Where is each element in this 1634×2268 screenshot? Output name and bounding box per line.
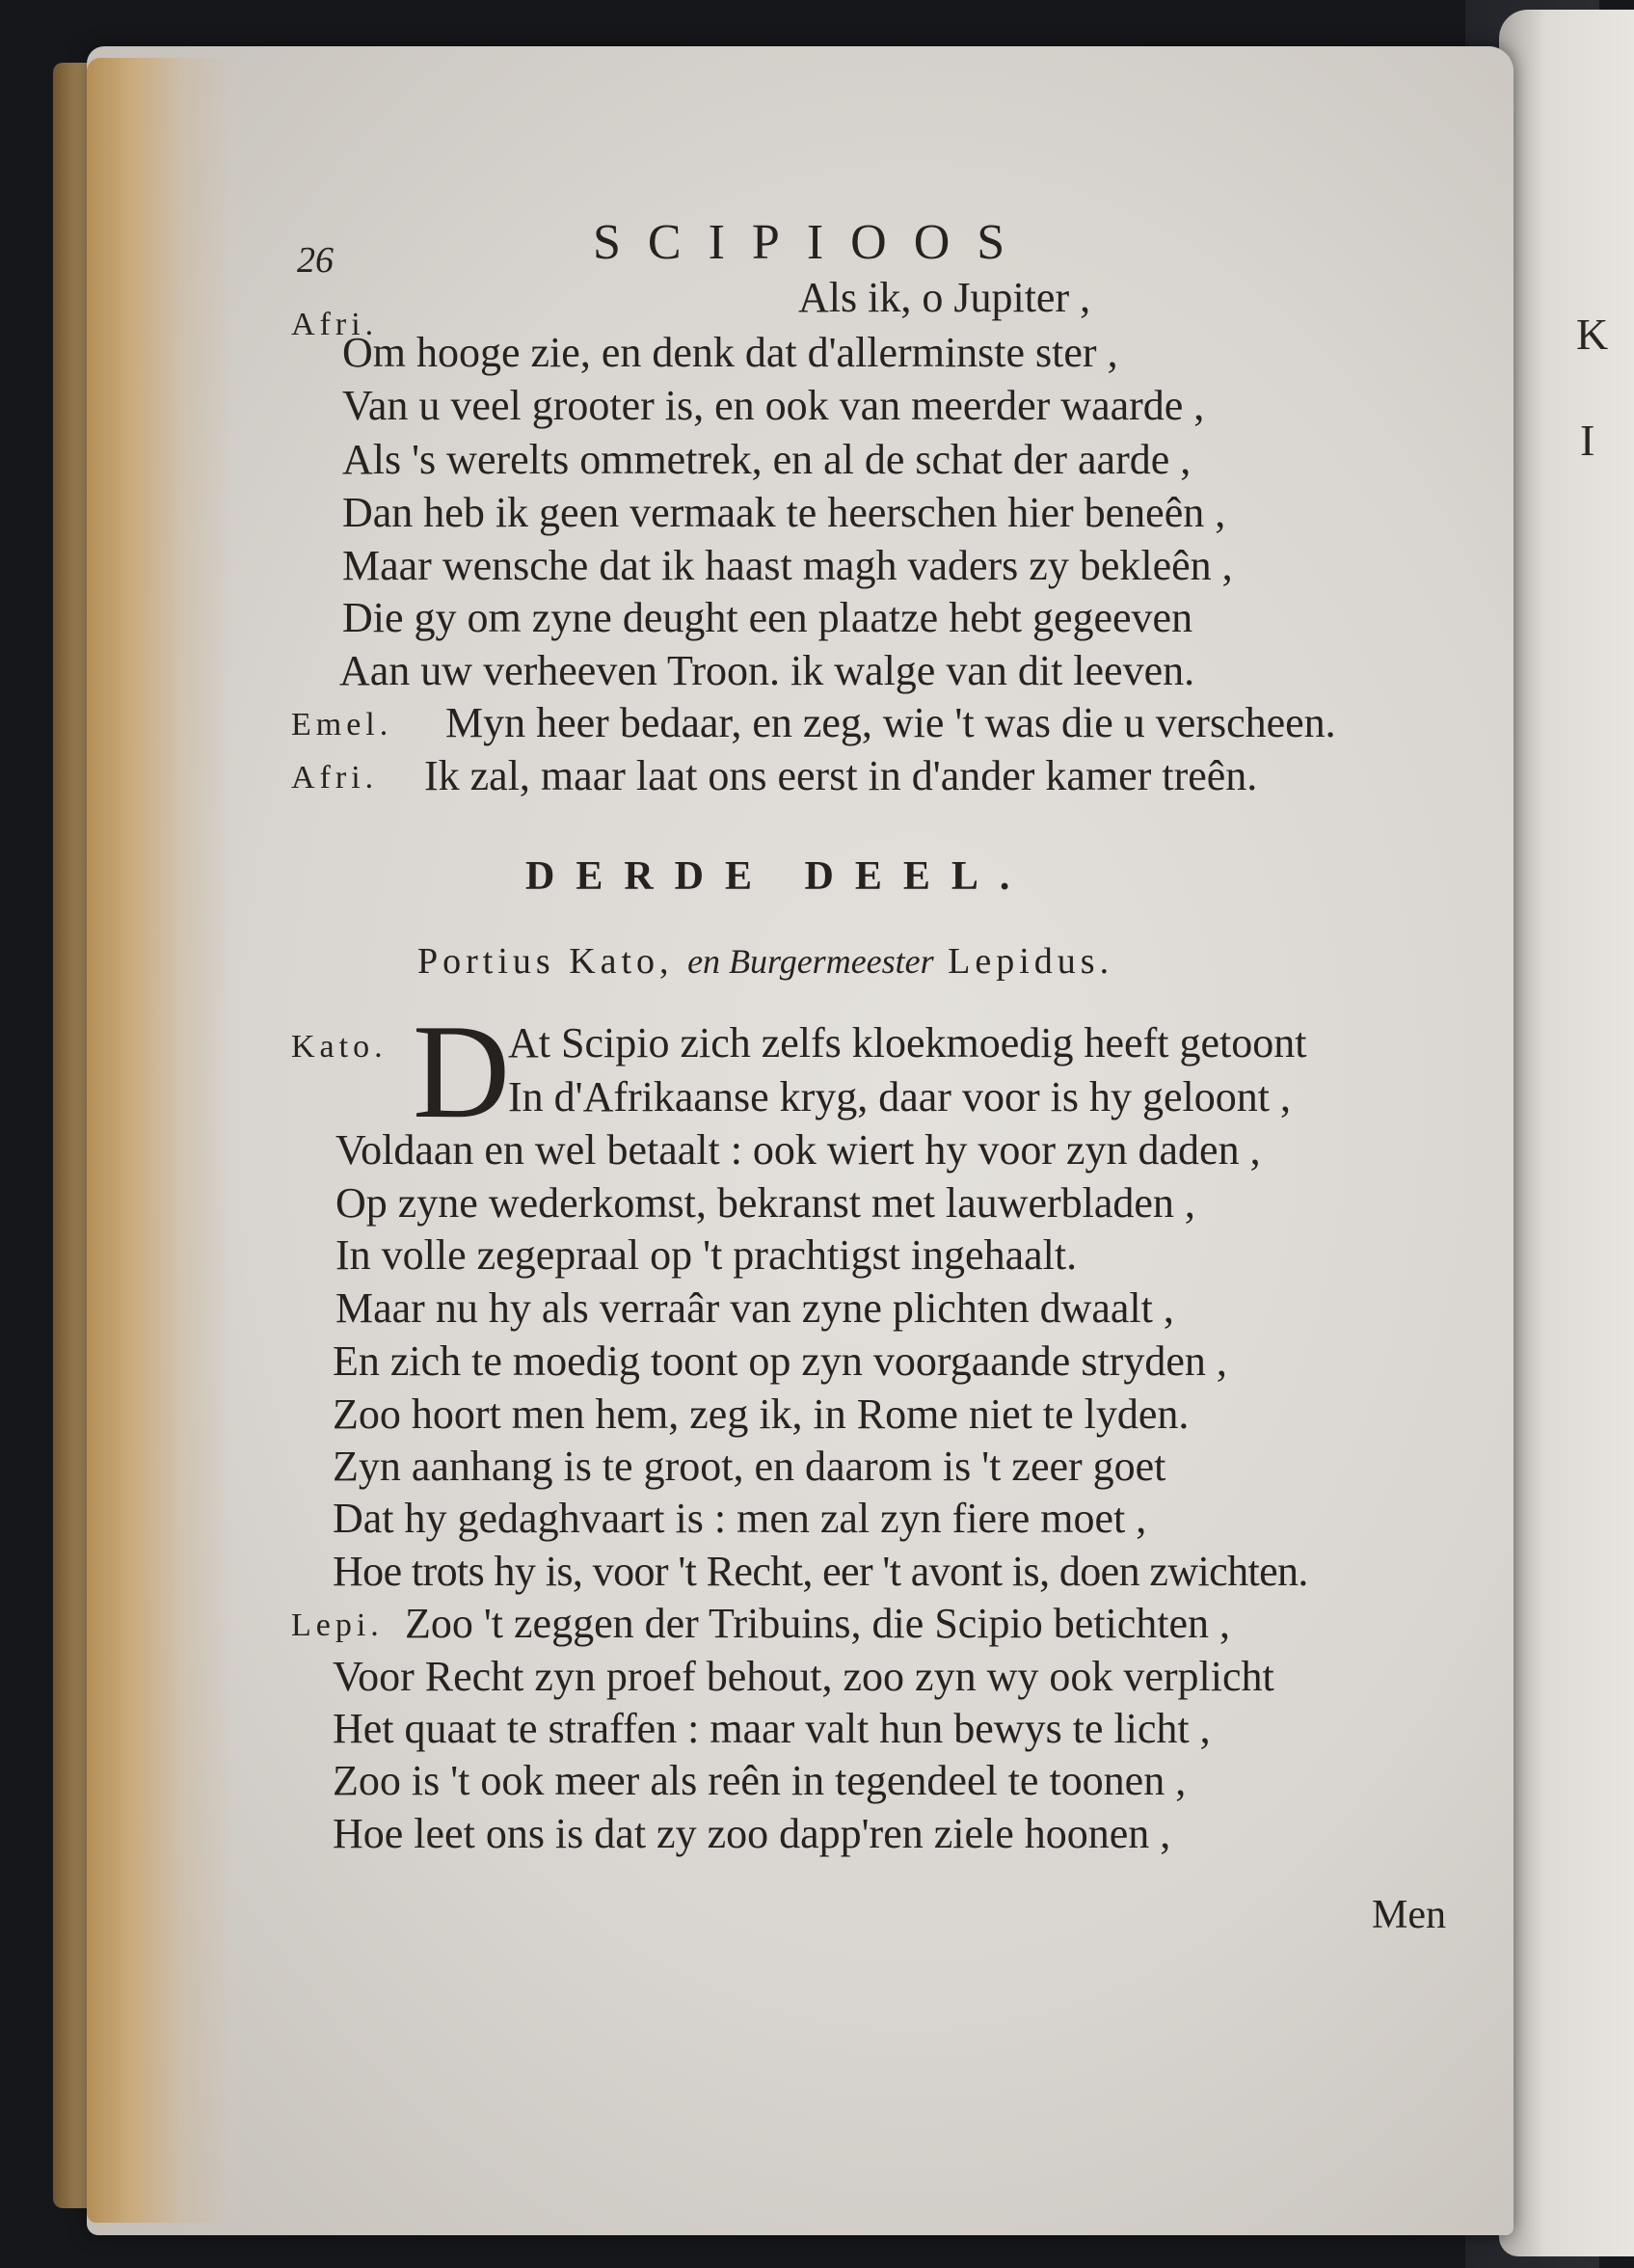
verse-line: Dan heb ik geen vermaak te heerschen hier beneên , [342,489,1226,536]
catchword: Men [1372,1893,1446,1937]
drop-cap: D [413,997,511,1147]
speaker-label: Afri. [291,307,379,342]
facing-page-glyph: I [1580,416,1595,465]
speaker-label: Afri. [291,760,379,796]
verse-line: In d'Afrikaanse kryg, daar voor is hy geloont , [508,1073,1291,1120]
verse-line: Myn heer bedaar, en zeg, wie 't was die u verscheen. [445,699,1336,746]
scene-characters [417,940,1113,983]
verse-line: Zoo is 't ook meer als reên in tegendeel te toonen , [333,1757,1187,1804]
page-foxing [87,58,231,2223]
verse-line: Maar wensche dat ik haast magh vaders zy bekleên , [342,542,1233,589]
verse-line: Hoe trots hy is, voor 't Recht, eer 't avont is, doen zwichten. [333,1548,1308,1595]
verse-line: Zoo hoort men hem, zeg ik, in Rome niet te lyden. [333,1390,1190,1438]
character-name: Portius Kato, [417,941,674,982]
verse-line: At Scipio zich zelfs kloekmoedig heeft getoont [508,1019,1307,1066]
speaker-label: Lepi. [291,1607,384,1643]
verse-line: Voor Recht zyn proef behout, zoo zyn wy ook verplicht [333,1653,1274,1700]
verse-line: Zyn aanhang is te groot, en daarom is 't zeer goet [333,1443,1166,1490]
verse-line: Die gy om zyne deught een plaatze hebt gegeeven [342,594,1193,641]
verse-line: Om hooge zie, en denk dat d'allerminste ster , [342,329,1118,376]
verse-line: Ik zal, maar laat ons eerst in d'ander kamer treên. [424,752,1258,799]
speaker-label: Emel. [291,707,393,742]
verse-line: Maar nu hy als verraâr van zyne plichten dwaalt , [335,1284,1174,1332]
verse-line: Van u veel grooter is, en ook van meerder waarde , [342,382,1205,429]
verse-line: Als 's werelts ommetrek, en al de schat der aarde , [342,436,1192,483]
verse-line: In volle zegepraal op 't prachtigst ingehaalt. [335,1231,1078,1279]
verse-line: Hoe leet ons is dat zy zoo dapp'ren ziele hoonen , [333,1810,1171,1857]
character-name: Lepidus. [948,941,1114,982]
verse-line: Voldaan en wel betaalt : ook wiert hy voor zyn daden , [335,1126,1261,1174]
verse-line: Zoo 't zeggen der Tribuins, die Scipio betichten , [405,1600,1231,1647]
verse-line: Op zyne wederkomst, bekranst met lauwerbladen , [335,1179,1195,1227]
verse-line: Als ik, o Jupiter , [798,274,1091,321]
character-connector: en Burgermeester [687,942,934,981]
act-title: DERDE DEEL. [525,854,1031,899]
speaker-label: Kato. [291,1029,388,1065]
facing-page-glyph: K [1576,310,1609,359]
running-head: SCIPIOOS [593,215,1032,270]
verse-line: Aan uw verheeven Troon. ik walge van dit leeven. [339,647,1195,694]
verse-line: En zich te moedig toont op zyn voorgaande stryden , [333,1337,1227,1385]
facing-page-edge [1499,10,1634,2256]
page-number: 26 [297,240,334,281]
verse-line: Het quaat te straffen : maar valt hun bewys te licht , [333,1705,1211,1752]
verse-line: Dat hy gedaghvaart is : men zal zyn fiere moet , [333,1495,1147,1542]
